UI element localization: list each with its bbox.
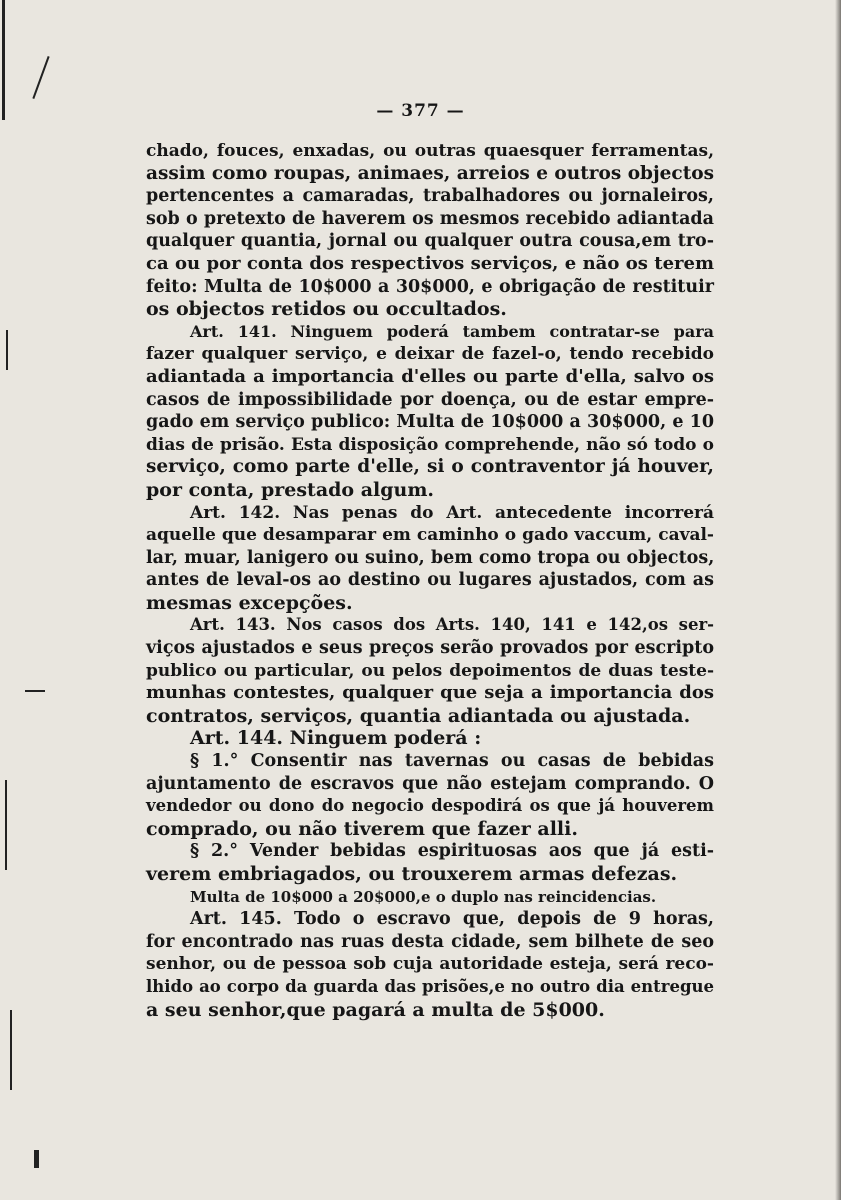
text-line: qualquer quantia, jornal ou qualquer outra cousa,em tro-: [146, 231, 714, 252]
text-line: lhido ao corpo da guarda das prisões,e no outro dia entregue: [146, 976, 714, 996]
text-line: por conta, prestado algum.: [146, 478, 435, 501]
text-line: adiantada a importancia d'elles ou parte d'ella, salvo os: [146, 365, 714, 387]
text-line: dias de prisão. Esta disposição comprehende, não só todo o: [146, 434, 714, 455]
text-line: antes de leval-os ao destino ou lugares ajustados, com as: [146, 570, 714, 591]
text-line: munhas contestes, qualquer que seja a importancia dos: [146, 682, 714, 704]
text-line: viços ajustados e seus preços serão provados por escripto: [146, 638, 714, 659]
text-line: § 2.° Vender bebidas espirituosas aos que já esti-: [190, 841, 714, 862]
text-line: feito: Multa de 10$000 a 30$000, e obrigação de restituir: [146, 276, 714, 297]
text-line: § 1.° Consentir nas tavernas ou casas de bebidas: [190, 751, 714, 772]
text-line: chado, fouces, enxadas, ou outras quaesquer ferramentas,: [146, 141, 714, 161]
text-line: publico ou particular, ou pelos depoimentos de duas teste-: [146, 660, 714, 681]
text-line: pertencentes a camaradas, trabalhadores ou jornaleiros,: [146, 186, 714, 207]
text-line: sob o pretexto de haverem os mesmos recebido adiantada: [146, 208, 714, 229]
text-line: gado em serviço publico: Multa de 10$000 a 30$000, e 10: [146, 412, 714, 433]
text-line: fazer qualquer serviço, e deixar de fazel-o, tendo recebido: [146, 344, 714, 365]
text-line: ajuntamento de escravos que não estejam comprando. O: [146, 773, 714, 794]
body-text: [146, 140, 714, 1021]
text-line: contratos, serviços, quantia adiantada ou ajustada.: [146, 704, 691, 727]
text-line: Art. 145. Todo o escravo que, depois de 9 horas,: [190, 909, 714, 930]
text-line: for encontrado nas ruas desta cidade, sem bilhete de seo: [146, 931, 714, 952]
binding-edge-mark: [25, 690, 45, 692]
text-line: Art. 144. Ninguem poderá :: [190, 727, 482, 750]
text-line: comprado, ou não tiverem que fazer alli.: [146, 817, 578, 840]
text-line: ca ou por conta dos respectivos serviços, e não os terem: [146, 252, 714, 274]
binding-edge-mark: [34, 1150, 39, 1168]
text-line: serviço, como parte d'elle, si o contraventor já houver,: [146, 456, 714, 478]
page-number: — 377 —: [376, 101, 465, 121]
text-line: Art. 141. Ninguem poderá tambem contratar-se para: [190, 321, 714, 341]
text-line: verem embriagados, ou trouxerem armas defezas.: [146, 863, 678, 885]
text-line: casos de impossibilidade por doença, ou de estar empre-: [146, 389, 714, 410]
text-line: assim como roupas, animaes, arreios e outros objectos: [146, 162, 714, 184]
text-line: mesmas excepções.: [146, 591, 353, 614]
page-right-edge: [835, 0, 841, 1200]
binding-edge-mark: [6, 330, 8, 370]
text-line: a seu senhor,que pagará a multa de 5$000.: [146, 998, 605, 1021]
text-line: vendedor ou dono do negocio despodirá os que já houverem: [146, 796, 714, 816]
text-line: senhor, ou de pessoa sob cuja autoridade esteja, será reco-: [146, 954, 714, 975]
text-line: os objectos retidos ou occultados.: [146, 298, 507, 321]
text-line: lar, muar, lanigero ou suino, bem como tropa ou objectos,: [146, 547, 715, 568]
binding-edge-mark: [32, 56, 49, 99]
text-line: aquelle que desamparar em caminho o gado vaccum, caval-: [146, 525, 714, 546]
text-line: Multa de 10$000 a 20$000,e o duplo nas reincidencias.: [190, 887, 657, 906]
binding-edge-mark: [10, 1010, 12, 1090]
binding-edge-mark: [5, 780, 7, 870]
text-line: Art. 142. Nas penas do Art. antecedente incorrerá: [190, 502, 714, 523]
text-line: Art. 143. Nos casos dos Arts. 140, 141 e 142,os ser-: [190, 615, 714, 635]
